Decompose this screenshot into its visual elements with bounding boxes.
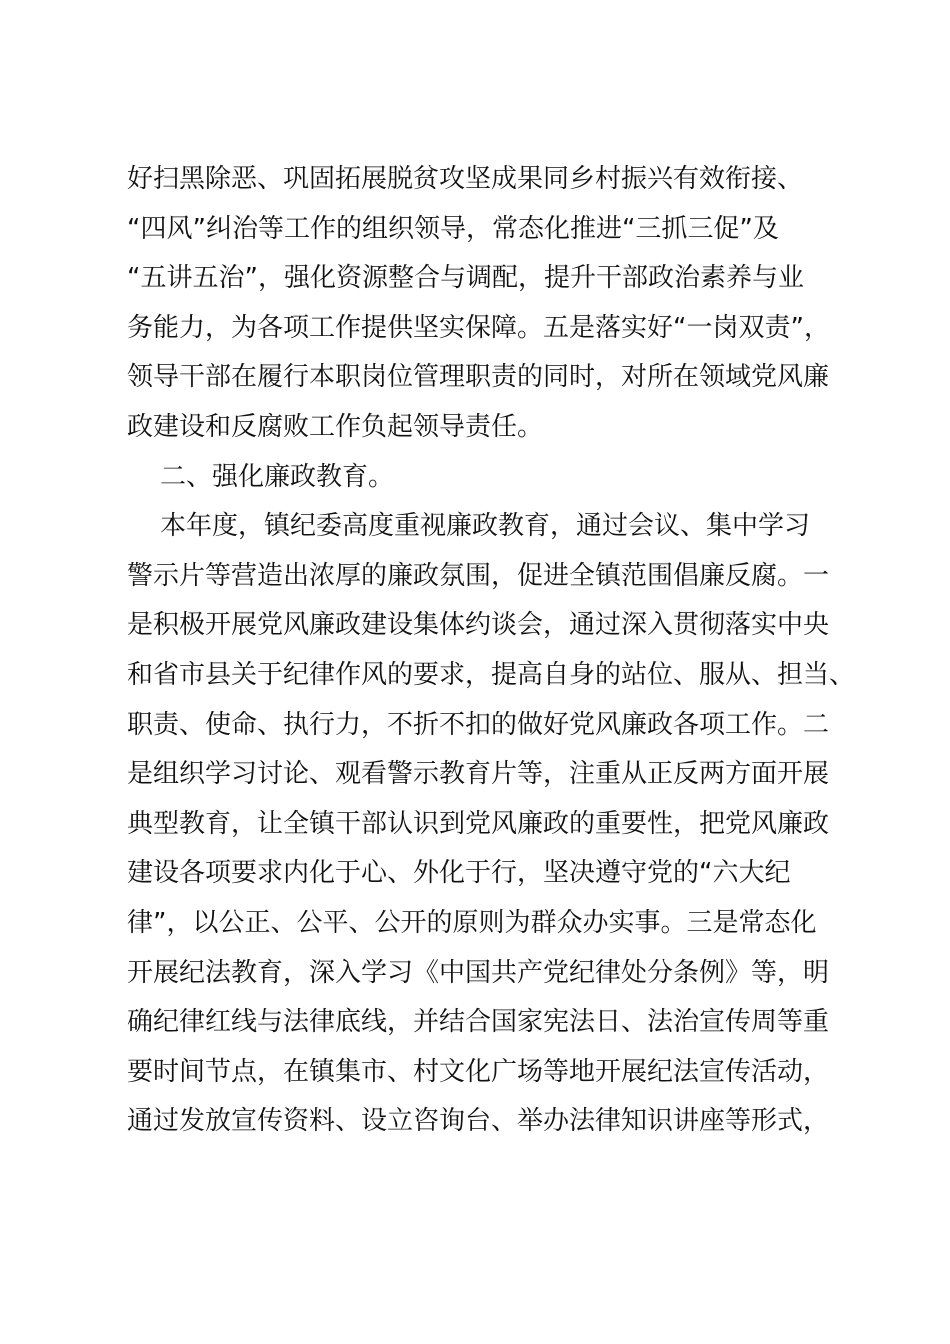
text-line: 通过发放宣传资料、设立咨询台、举办法律知识讲座等形式， (127, 1106, 830, 1137)
text-line: 确纪律红线与法律底线，并结合国家宪法日、法治宣传周等重 (127, 1007, 830, 1038)
text-line: “四风”纠治等工作的组织领导，常态化推进“三抓三促”及 (127, 213, 779, 244)
text-line: 开展纪法教育，深入学习《中国共产党纪律处分条例》等，明 (127, 957, 830, 988)
text-line: 职责、使命、执行力，不折不扣的做好党风廉政各项工作。二 (127, 709, 830, 740)
text-line: 是积极开展党风廉政建设集体约谈会，通过深入贯彻落实中央 (127, 610, 830, 641)
text-line: 本年度，镇纪委高度重视廉政教育，通过会议、集中学习 (127, 511, 811, 542)
text-line: 律”，以公正、公平、公开的原则为群众办实事。三是常态化 (127, 907, 817, 938)
section-heading: 二、强化廉政教育。 (127, 461, 395, 492)
text-line: 警示片等营造出浓厚的廉政氛围，促进全镇范围倡廉反腐。一 (127, 560, 830, 591)
text-line: 务能力，为各项工作提供坚实保障。五是落实好“一岗双责”， (127, 312, 830, 343)
text-line: 要时间节点，在镇集市、村文化广场等地开展纪法宣传活动， (127, 1056, 830, 1087)
text-line: 和省市县关于纪律作风的要求，提高自身的站位、服从、担当、 (127, 659, 856, 690)
text-line: 是组织学习讨论、观看警示教育片等，注重从正反两方面开展 (127, 759, 830, 790)
text-line: 领导干部在履行本职岗位管理职责的同时，对所在领域党风廉 (127, 362, 830, 393)
text-line: 典型教育，让全镇干部认识到党风廉政的重要性，把党风廉政 (127, 808, 830, 839)
document-body (127, 155, 856, 1147)
text-line: “五讲五治”，强化资源整合与调配，提升干部政治素养与业 (127, 263, 804, 294)
text-line: 好扫黑除恶、巩固拓展脱贫攻坚成果同乡村振兴有效衔接、 (127, 164, 804, 194)
text-line: 政建设和反腐败工作负起领导责任。 (127, 411, 544, 442)
text-line: 建设各项要求内化于心、外化于行，坚决遵守党的“六大纪 (127, 858, 791, 889)
